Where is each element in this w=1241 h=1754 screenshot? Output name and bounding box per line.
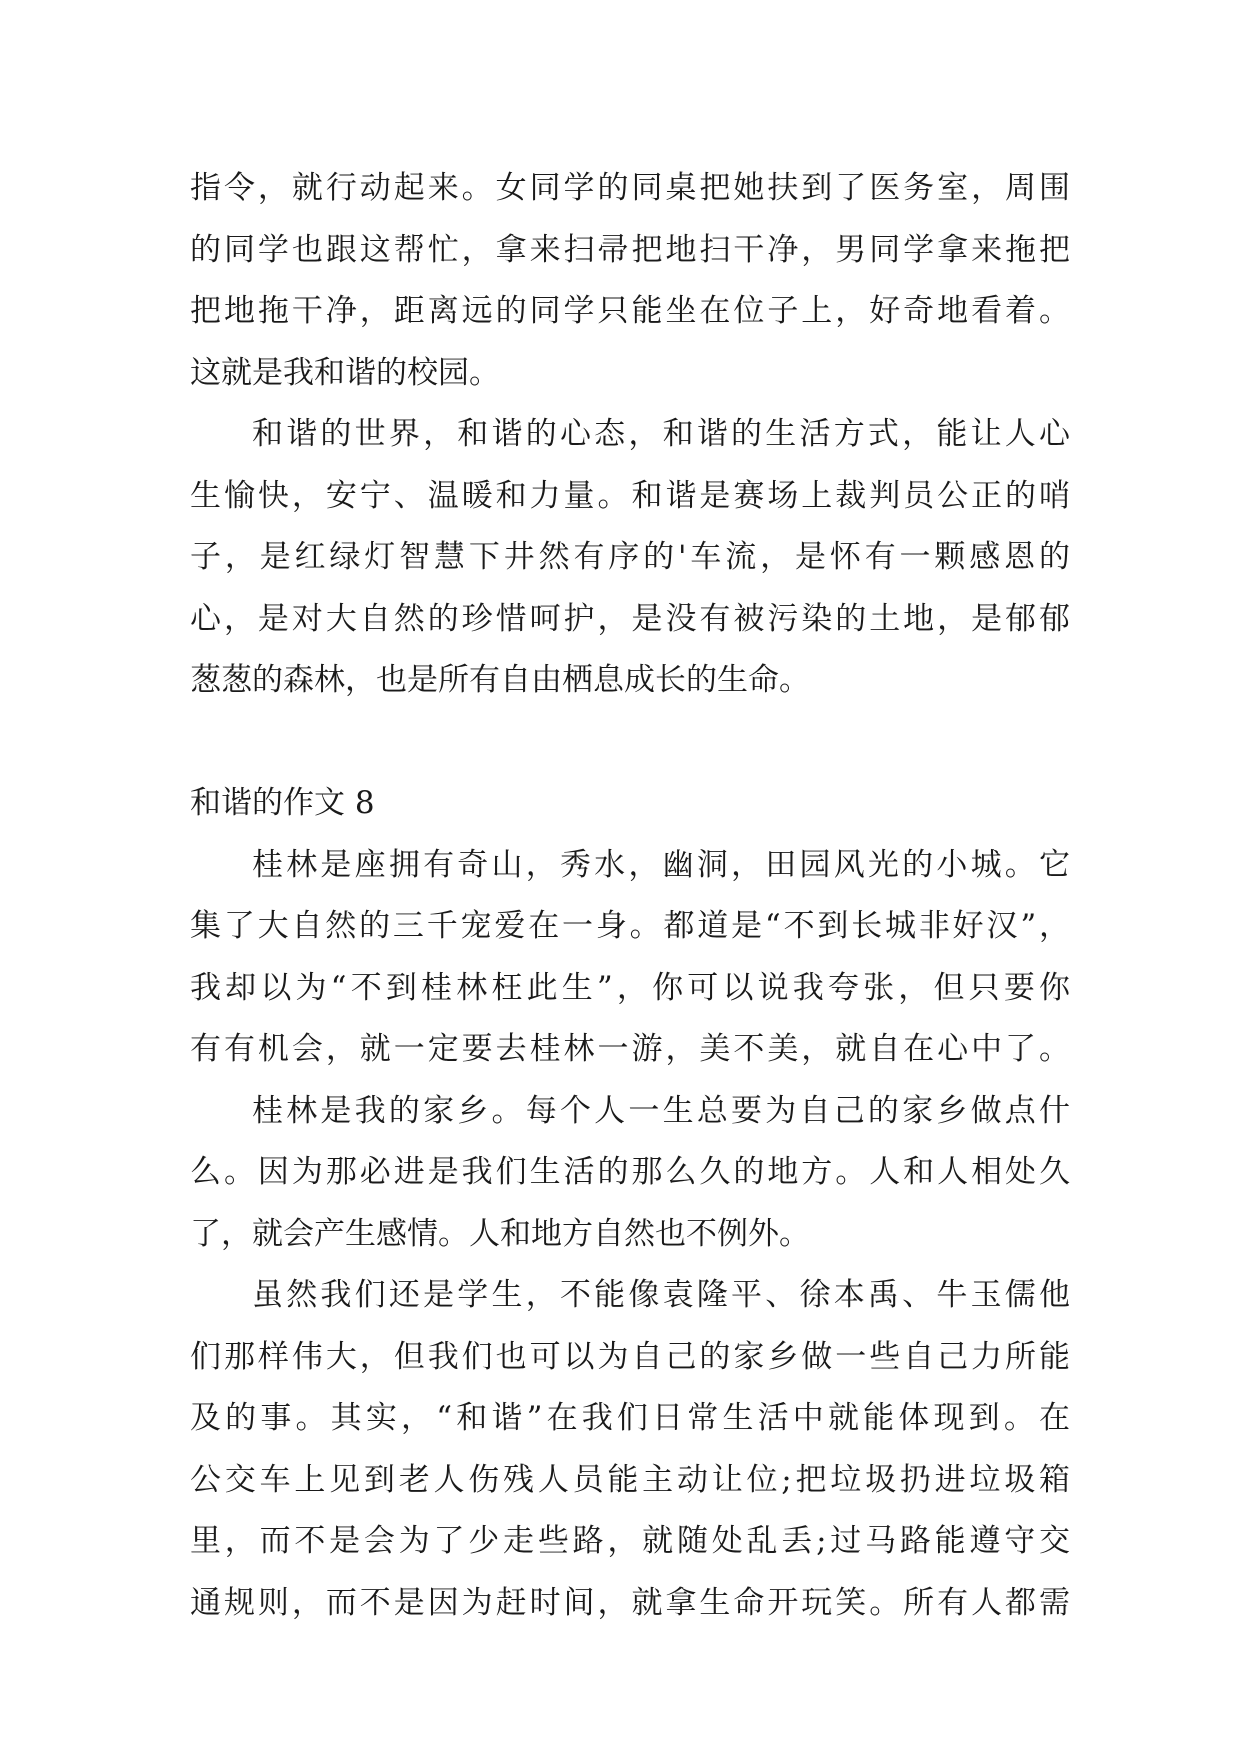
- text-line: 公交车上见到老人伤残人员能主动让位;把垃圾扔进垃圾箱: [190, 1461, 1070, 1498]
- paragraph-1: [190, 158, 1070, 404]
- text-line: 通规则，而不是因为赶时间，就拿生命开玩笑。所有人都需: [190, 1584, 1070, 1621]
- text-line: 桂林是我的家乡。每个人一生总要为自己的家乡做点什: [252, 1092, 1070, 1129]
- text-line: 里，而不是会为了少走些路，就随处乱丢;过马路能遵守交: [190, 1523, 1070, 1559]
- text-line: 葱葱的森林，也是所有自由栖息成长的生命。: [190, 662, 810, 698]
- text-line: 虽然我们还是学生，不能像袁隆平、徐本禹、牛玉儒他: [252, 1277, 1070, 1313]
- text-line: 及的事。其实，“和谐”在我们日常生活中就能体现到。在: [190, 1400, 1070, 1436]
- document-body: [190, 158, 1070, 1634]
- text-line: 的同学也跟这帮忙，拿来扫帚把地扫干净，男同学拿来拖把: [190, 231, 1070, 268]
- text-line: 指令，就行动起来。女同学的同桌把她扶到了医务室，周围: [190, 170, 1070, 206]
- paragraph-3: [190, 835, 1070, 1081]
- paragraph-2: [190, 404, 1070, 712]
- section-heading: 和谐的作文 8: [190, 785, 375, 821]
- section-spacer: [190, 712, 1070, 774]
- text-line: 子，是红绿灯智慧下井然有序的'车流，是怀有一颗感恩的: [190, 539, 1070, 575]
- text-line: 把地拖干净，距离远的同学只能坐在位子上，好奇地看着。: [190, 293, 1070, 329]
- text-line: 我却以为“不到桂林枉此生”，你可以说我夸张，但只要你: [190, 969, 1070, 1006]
- paragraph-5: [190, 1265, 1070, 1634]
- text-line: 了，就会产生感情。人和地方自然也不例外。: [190, 1215, 810, 1252]
- text-line: 和谐的世界，和谐的心态，和谐的生活方式，能让人心: [252, 416, 1070, 452]
- text-line: 么。因为那必进是我们生活的那么久的地方。人和人相处久: [190, 1154, 1070, 1190]
- text-line: 生愉快，安宁、温暖和力量。和谐是赛场上裁判员公正的哨: [190, 477, 1070, 514]
- paragraph-4: [190, 1081, 1070, 1266]
- text-line: 集了大自然的三千宠爱在一身。都道是“不到长城非好汉”，: [190, 908, 1070, 944]
- text-line: 有有机会，就一定要去桂林一游，美不美，就自在心中了。: [190, 1031, 1070, 1067]
- text-line: 们那样伟大，但我们也可以为自己的家乡做一些自己力所能: [190, 1338, 1070, 1375]
- text-line: 这就是我和谐的校园。: [190, 354, 500, 391]
- text-line: 桂林是座拥有奇山，秀水，幽洞，田园风光的小城。它: [252, 846, 1070, 883]
- text-line: 心，是对大自然的珍惜呵护，是没有被污染的土地，是郁郁: [190, 600, 1070, 637]
